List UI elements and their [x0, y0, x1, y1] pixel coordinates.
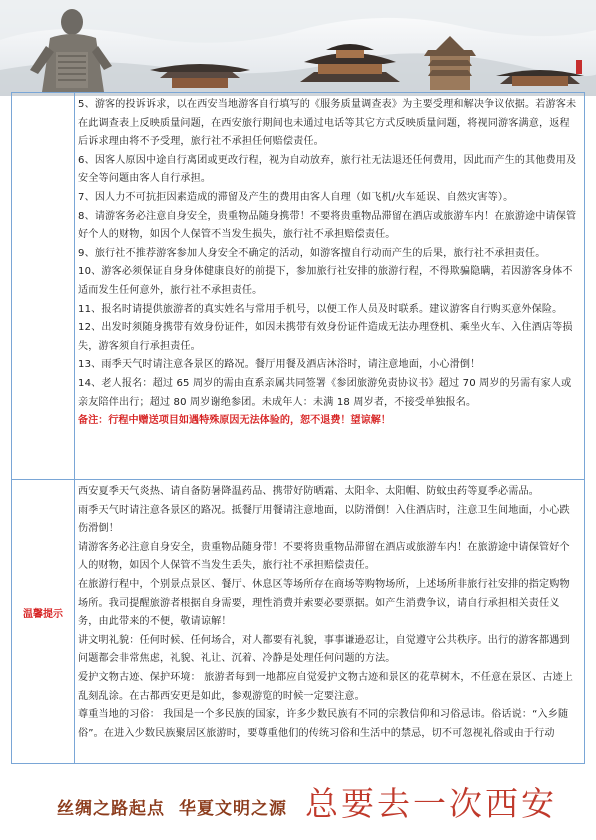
- tips-label-cell: [12, 480, 75, 764]
- tip-item: 讲文明礼貌：任何时候、任何场合，对人都要有礼貌，事事谦逊忍让，自觉遵守公共秩序。出行的游客都遇到问题都会非常焦虑，礼貌、礼让、沉着、冷静是处理任何问题的方法。: [78, 634, 570, 665]
- tip-item: 请游客务必注意自身安全，贵重物品随身带！不要将贵重物品滞留在酒店或旅游车内！在旅游途中请保管好个人的财物，如因个人保管不当发生丢失，旅行社不承担赔偿责任。: [78, 541, 570, 572]
- xian-skyline-illustration: [0, 0, 596, 96]
- header-banner: [0, 0, 596, 96]
- slogan-civilization: 华夏文明之源: [179, 799, 287, 819]
- tips-label: 温馨提示: [23, 609, 63, 620]
- rule-item: 5、游客的投诉诉求，以在西安当地游客自行填写的《服务质量调查表》为主要受理和解决争议依据。若游客未在此调查表上反映质量问题，在西安旅行期间也未通过电话等其它方式反映质量问题，将视同游客满意，返程后诉求理由将不予受理，旅行社不承担任何赔偿责任。: [78, 99, 577, 148]
- rule-item: 11、报名时请提供旅游者的真实姓名与常用手机号，以便工作人员及时联系。建议游客自行购买意外保险。: [78, 303, 563, 315]
- info-table: [11, 92, 585, 764]
- rules-label-cell: [12, 93, 75, 479]
- rule-item: 8、请游客务必注意自身安全，贵重物品随身携带！不要将贵重物品滞留在酒店或旅游车内！在旅游途中请保管好个人的财物，如因个人保管不当发生损失，旅行社不承担赔偿责任。: [78, 210, 577, 241]
- tip-item: 尊重当地的习俗： 我国是一个多民族的国家，许多少数民族有不同的宗教信仰和习俗忌讳。俗话说：“入乡随俗”。在进入少数民族聚居区旅游时，要尊重他们的传统习俗和生活中的禁忌，切不可忽视礼俗或由于行动: [78, 709, 569, 739]
- slogan-silk-road: 丝绸之路起点: [57, 799, 165, 819]
- rule-item: 14、老人报名：超过 65 周岁的需由直系亲属共同签署《参团旅游免责协议书》超过 70 周岁的另需有家人或亲友陪伴出行；超过 80 周岁谢绝参团。未成年人：未满 18 周岁者，不接受单独报名。: [78, 377, 572, 408]
- tip-item: 爱护文物古迹、保护环境： 旅游者每到一地都应自觉爱护文物古迹和景区的花草树木，不任意在景区、古迹上乱刻乱涂。在古都西安更是如此，参观游览的时候一定要注意。: [78, 671, 574, 702]
- rule-item: 13、雨季天气时请注意各景区的路况。餐厅用餐及酒店沐浴时，请注意地面，小心滑倒！: [78, 359, 481, 371]
- tip-item: 在旅游行程中，个别景点景区、餐厅、休息区等场所存在商场等购物场所，上述场所非旅行社安排的指定购物场所。我司提醒旅游者根据自身需要，理性消费并索要必要票据。如产生消费争议，请自行承担相关责任义务，由此带来的不便，敬请谅解！: [78, 578, 570, 628]
- rule-item: 12、出发时须随身携带有效身份证件，如因未携带有效身份证件造成无法办理登机、乘坐火车、入住酒店等损失，游客须自行承担责任。: [78, 322, 573, 352]
- rule-item: 7、因人力不可抗拒因素造成的滞留及产生的费用由客人自理（如飞机/火车延误、自然灾害等）。: [78, 191, 514, 203]
- tips-content: [75, 480, 584, 764]
- rule-item: 6、因客人原因中途自行离团或更改行程，视为自动放弃，旅行社无法退还任何费用，因此而产生的其他费用及安全等问题由客人自行承担。: [78, 154, 577, 185]
- rules-content: [75, 93, 584, 479]
- remark-note: 备注：行程中赠送项目如遇特殊原因无法体验的，恕不退费！望谅解！: [78, 415, 391, 427]
- rule-item: 10、游客必须保证自身身体健康良好的前提下，参加旅行社安排的旅游行程，不得欺骗隐瞒，若因游客身体不适而发生任何意外，旅行社不承担责任。: [78, 266, 573, 296]
- tips-row: [12, 479, 584, 764]
- tip-item: 西安夏季天气炎热、请自备防暑降温药品、携带好防晒霜、太阳伞、太阳帽、防蚊虫药等夏季必需品。: [78, 486, 539, 497]
- rule-item: 9、旅行社不推荐游客参加人身安全不确定的活动，如游客擅自行动而产生的后果，旅行社不承担责任。: [78, 247, 546, 259]
- slogan-main: 总要去一次西安: [305, 784, 557, 823]
- rules-row: [12, 93, 584, 479]
- tip-item: 雨季天气时请注意各景区的路况。抵餐厅用餐请注意地面，以防滑倒！入住酒店时，注意卫生间地面，小心跌伤滑倒！: [78, 504, 570, 535]
